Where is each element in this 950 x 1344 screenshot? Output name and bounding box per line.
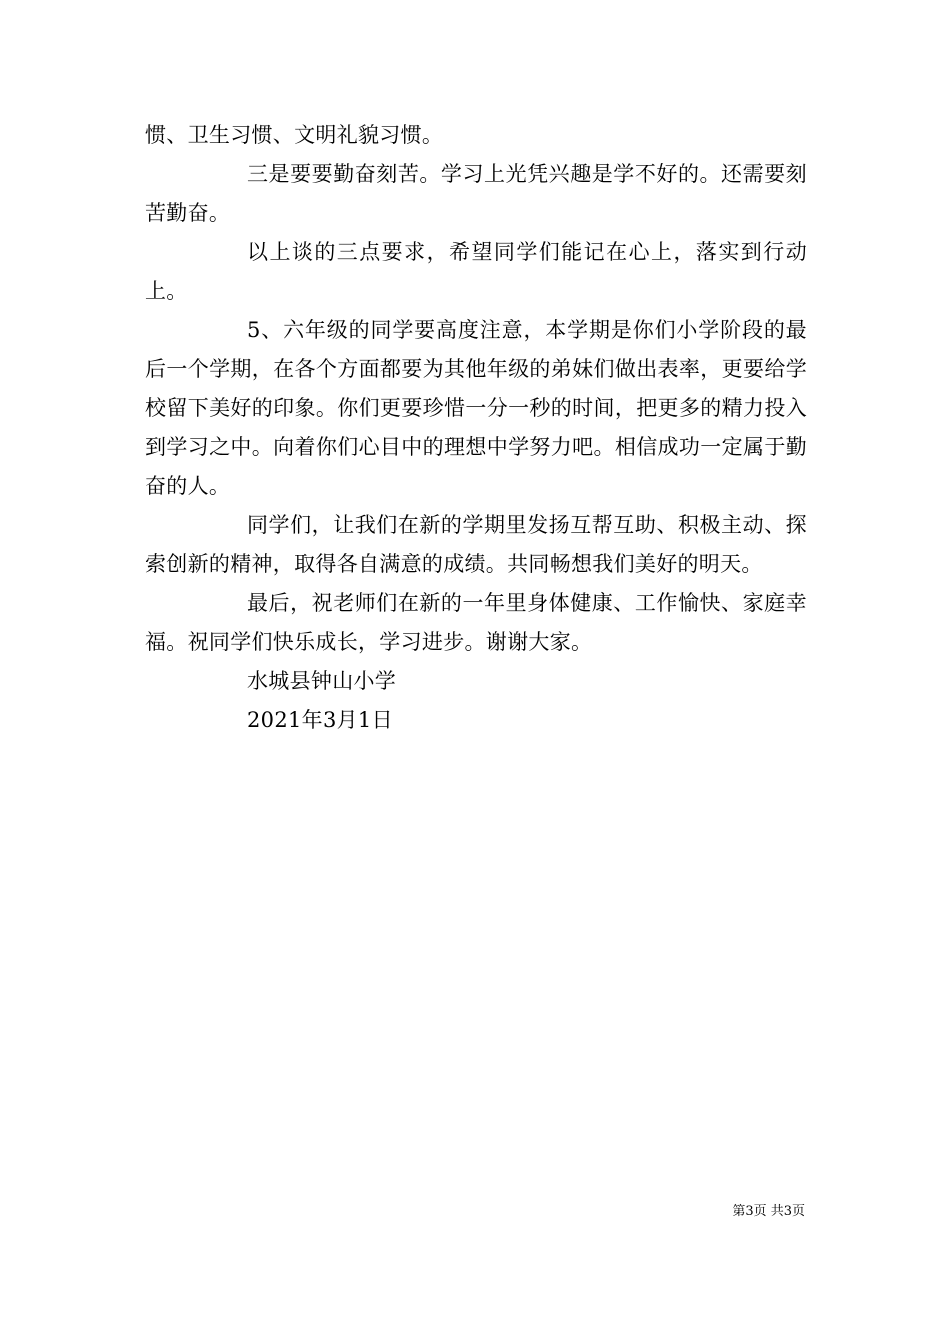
paragraph-continuation: 惯、卫生习惯、文明礼貌习惯。	[145, 123, 444, 147]
document-body	[145, 116, 807, 740]
paragraph-students: 同学们，让我们在新的学期里发扬互帮互助、积极主动、探索创新的精神，取得各自满意的成绩。共同畅想我们美好的明天。	[145, 513, 807, 576]
signature-date: 2021年3月1日	[247, 708, 393, 732]
paragraph-sixth-grade: 5、六年级的同学要高度注意，本学期是你们小学阶段的最后一个学期，在各个方面都要为其他年级的弟妹们做出表率，更要给学校留下美好的印象。你们更要珍惜一分一秒的时间，把更多的精力投入到学习之中。向着你们心目中的理想中学努力吧。相信成功一定属于勤奋的人。	[145, 318, 807, 498]
paragraph-three-requirements: 以上谈的三点要求，希望同学们能记在心上，落实到行动上。	[145, 240, 807, 303]
paragraph-diligence: 三是要要勤奋刻苦。学习上光凭兴趣是学不好的。还需要刻苦勤奋。	[145, 162, 807, 225]
page-footer-indicator: 第3页 共3页	[732, 1204, 805, 1219]
signature-school: 水城县钟山小学	[247, 669, 397, 693]
paragraph-closing-wishes: 最后，祝老师们在新的一年里身体健康、工作愉快、家庭幸福。祝同学们快乐成长，学习进步。谢谢大家。	[145, 591, 807, 654]
